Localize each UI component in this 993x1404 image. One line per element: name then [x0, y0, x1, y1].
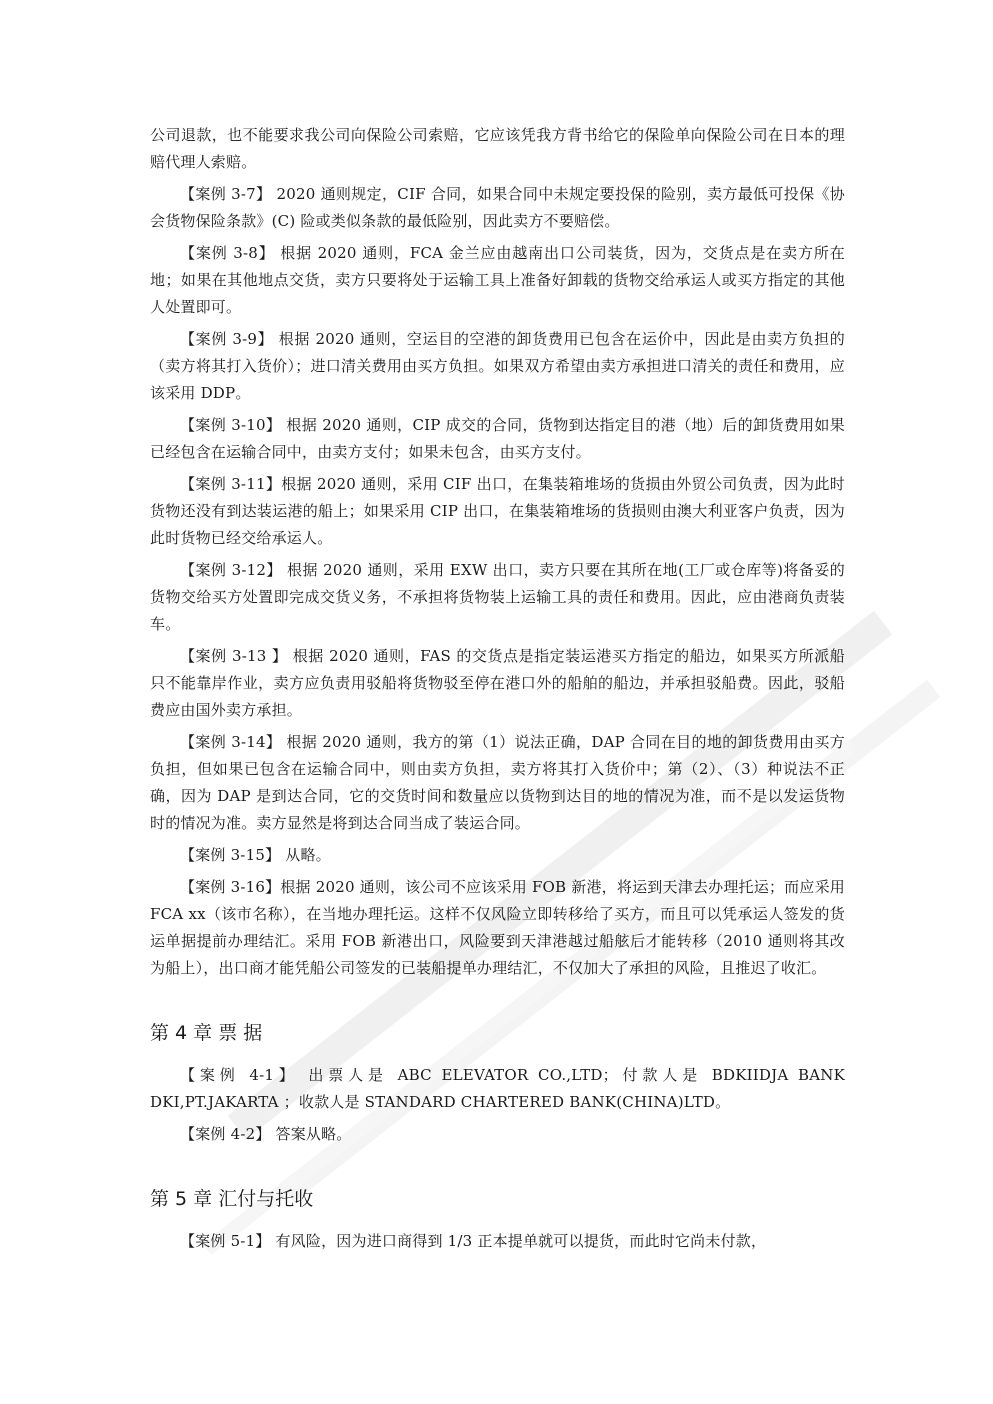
paragraph-text: 根据 2020 通则，采用 CIF 出口，在集装箱堆场的货损由外贸公司负责，因为此时货物还没有到达装运港的船上；如果采用 CIP 出口，在集装箱堆场的货损则由澳大利亚客户负责，因为此时货物已经交给承运人。 — [150, 475, 845, 547]
case-tag: 【案例 4-2】 — [180, 1125, 271, 1143]
paragraph-text: 根据 2020 通则，我方的第（1）说法正确，DAP 合同在目的地的卸货费用由买方负担，但如果已包含在运输合同中，则由卖方负担，卖方将其打入货价中；第（2）、（3）种说法不正确，因为 DAP 是到达合同，它的交货时间和数量应以货物到达目的地的情况为准，而不是以发运货物时的情况为准。卖方显然是将到达合同当成了装运合同。 — [150, 733, 845, 832]
case-5-1-paragraph — [150, 1228, 845, 1255]
paragraph-text: 根据 2020 通则，该公司不应该采用 FOB 新港，将运到天津去办理托运；而应采用 FCA xx（该市名称），在当地办理托运。这样不仅风险立即转移给了买方，而且可以凭承运人签发的货运单据提前办理结汇。采用 FOB 新港出口，风险要到天津港越过船舷后才能转移（2010 通则将其改为船上），出口商才能凭船公司签发的已装船提单办理结汇，不仅加大了承担的风险，且推迟了收汇。 — [150, 878, 845, 977]
paragraph-text: 根据 2020 通则，FCA 金兰应由越南出口公司装货，因为，交货点是在卖方所在地；如果在其他地点交货，卖方只要将处于运输工具上准备好卸载的货物交给承运人或买方指定的其他人处置即可。 — [150, 244, 845, 316]
case-3-16-paragraph — [150, 874, 845, 982]
page-content — [150, 122, 845, 1260]
paragraph-text: 2020 通则规定，CIF 合同，如果合同中未规定要投保的险别，卖方最低可投保《协会货物保险条款》(C) 险或类似条款的最低险别，因此卖方不要赔偿。 — [150, 185, 845, 230]
case-tag: 【案例 3-16】 — [180, 878, 281, 896]
case-tag: 【案例 5-1】 — [180, 1232, 271, 1250]
case-3-8-paragraph — [150, 240, 845, 321]
case-3-11-paragraph — [150, 471, 845, 552]
paragraph-text: 根据 2020 通则，FAS 的交货点是指定装运港买方指定的船边，如果买方所派船只不能靠岸作业，卖方应负责用驳船将货物驳至停在港口外的船舶的船边，并承担驳船费。因此，驳船费应由国外卖方承担。 — [150, 647, 845, 719]
case-3-10-paragraph — [150, 412, 845, 466]
case-tag: 【案例 3-7】 — [180, 185, 272, 203]
paragraph-text: 有风险，因为进口商得到 1/3 正本提单就可以提货，而此时它尚未付款， — [270, 1232, 767, 1250]
case-tag: 【案例 3-8】 — [180, 244, 275, 262]
case-tag: 【案例 3-11】 — [180, 475, 282, 493]
case-3-7-paragraph — [150, 181, 845, 235]
case-3-14-paragraph — [150, 729, 845, 837]
paragraph-text: 根据 2020 通则，空运目的空港的卸货费用已包含在运价中，因此是由卖方负担的（卖方将其打入货价）；进口清关费用由买方负担。如果双方希望由卖方承担进口清关的责任和费用，应该采用 DDP。 — [150, 330, 846, 402]
case-3-12-paragraph — [150, 557, 845, 638]
paragraph-text: 公司退款，也不能要求我公司向保险公司索赔，它应该凭我方背书给它的保险单向保险公司在日本的理赔代理人索赔。 — [150, 126, 845, 171]
case-3-15-paragraph — [150, 842, 845, 869]
chapter-5-heading: 第 5 章 汇付与托收 — [150, 1188, 314, 1210]
case-4-2-paragraph — [150, 1121, 845, 1148]
paragraph-text: 根据 2020 通则，CIP 成交的合同，货物到达指定目的港（地）后的卸货费用如果已经包含在运输合同中，由卖方支付；如果未包含，由买方支付。 — [150, 416, 845, 461]
chapter-4-heading: 第 4 章 票 据 — [150, 1022, 263, 1044]
case-tag: 【案例 3-12】 — [180, 561, 282, 579]
case-tag: 【案例 4-1】 — [180, 1066, 299, 1084]
paragraph-continued — [150, 122, 845, 176]
case-tag: 【案例 3-15】 — [180, 846, 281, 864]
case-4-1-paragraph — [150, 1062, 845, 1116]
case-3-13-paragraph — [150, 643, 845, 724]
case-tag: 【案例 3-13 】 — [180, 647, 288, 665]
paragraph-text: 答案从略。 — [270, 1125, 352, 1143]
case-tag: 【案例 3-10】 — [180, 416, 282, 434]
paragraph-text: 根据 2020 通则，采用 EXW 出口，卖方只要在其所在地(工厂或仓库等)将备妥的货物交给买方处置即完成交货义务，不承担将货物装上运输工具的责任和费用。因此，应由港商负责装车。 — [150, 561, 845, 633]
paragraph-text: 从略。 — [280, 846, 331, 864]
paragraph-text: 出票人是 ABC ELEVATOR CO.,LTD；付款人是 BDKIIDJA BANK DKI,PT.JAKARTA ；收款人是 STANDARD CHARTERED BANK(CHINA)LTD。 — [150, 1066, 845, 1111]
case-3-9-paragraph — [150, 326, 845, 407]
case-tag: 【案例 3-9】 — [180, 330, 274, 348]
case-tag: 【案例 3-14】 — [180, 733, 282, 751]
